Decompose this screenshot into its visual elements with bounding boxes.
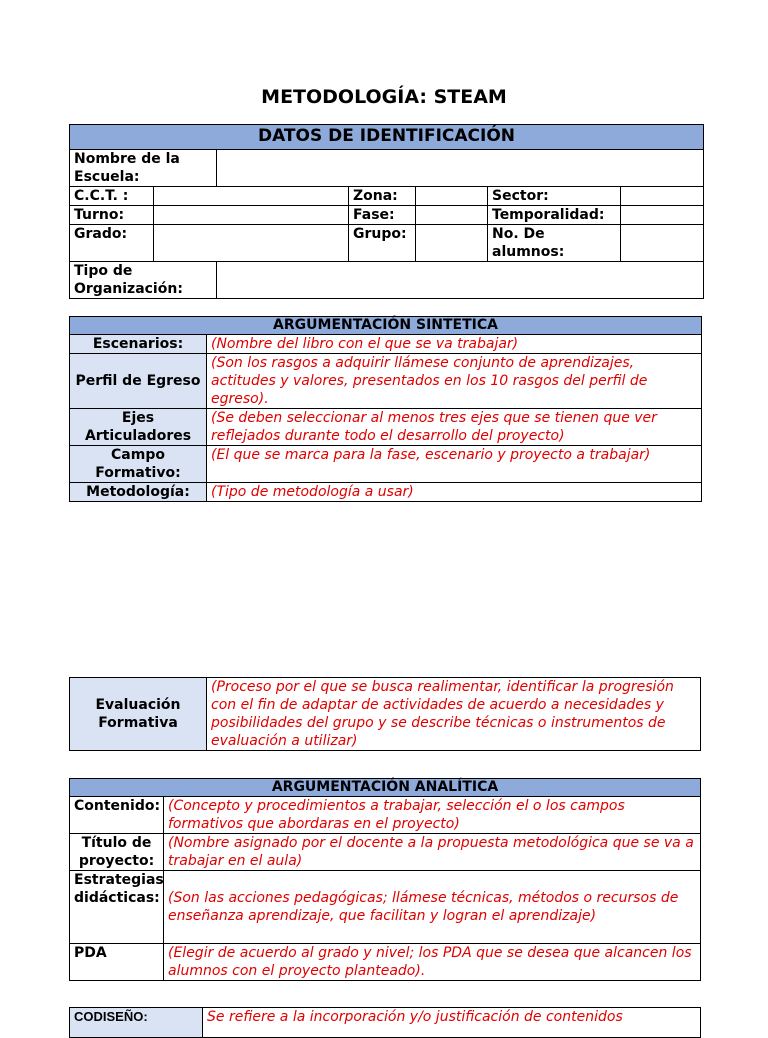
codiseno-text: Se refiere a la incorporación y/o justificación de contenidos (203, 1008, 701, 1038)
grupo-label: Grupo: (349, 225, 416, 262)
organizacion-field[interactable] (217, 262, 704, 299)
codiseno-table (69, 1007, 701, 1038)
campo-formativo-label: Campo Formativo: (70, 446, 207, 483)
escenarios-label: Escenarios: (70, 335, 207, 354)
pda-label: PDA (70, 944, 164, 981)
grado-label: Grado: (70, 225, 154, 262)
zona-label: Zona: (349, 187, 416, 206)
contenido-text: (Concepto y procedimientos a trabajar, selección el o los campos formativos que abordaras en el proyecto) (164, 797, 701, 834)
titulo-proyecto-label: Título de proyecto: (70, 834, 164, 871)
synthetic-table (69, 316, 702, 502)
codiseno-label: CODISEÑO: (70, 1008, 203, 1038)
temporalidad-label: Temporalidad: (488, 206, 621, 225)
temporalidad-field[interactable] (621, 206, 704, 225)
evaluacion-label: Evaluación Formativa (70, 678, 207, 751)
turno-label: Turno: (70, 206, 154, 225)
turno-field[interactable] (154, 206, 349, 225)
zona-field[interactable] (416, 187, 488, 206)
grado-field[interactable] (154, 225, 349, 262)
synthetic-header: ARGUMENTACIÓN SINTETICA (70, 317, 702, 335)
contenido-label: Contenido: (70, 797, 164, 834)
pda-text: (Elegir de acuerdo al grado y nivel; los PDA que se desea que alcancen los alumnos con el proyecto planteado). (164, 944, 701, 981)
ejes-articuladores-label: Ejes Articuladores (70, 409, 207, 446)
cct-label: C.C.T. : (70, 187, 154, 206)
sector-label: Sector: (488, 187, 621, 206)
grupo-field[interactable] (416, 225, 488, 262)
analytic-table (69, 778, 701, 981)
titulo-proyecto-text: (Nombre asignado por el docente a la propuesta metodológica que se va a trabajar en el aula) (164, 834, 701, 871)
estrategias-text: (Son las acciones pedagógicas; llámese técnicas, métodos o recursos de enseñanza aprendizaje, que facilitan y logran el aprendizaje) (164, 871, 701, 944)
escenarios-text: (Nombre del libro con el que se va trabajar) (207, 335, 702, 354)
perfil-egreso-label: Perfil de Egreso (70, 354, 207, 409)
school-name-label: Nombre de la Escuela: (70, 150, 217, 187)
identification-table (69, 124, 704, 299)
page-title: METODOLOGÍA: STEAM (261, 86, 507, 108)
ejes-articuladores-text: (Se deben seleccionar al menos tres ejes que se tienen que ver reflejados durante todo el desarrollo del proyecto) (207, 409, 702, 446)
school-name-field[interactable] (217, 150, 704, 187)
perfil-egreso-text: (Son los rasgos a adquirir llámese conjunto de aprendizajes, actitudes y valores, presentados en los 10 rasgos del perfil de egreso). (207, 354, 702, 409)
estrategias-label: Estrategias didácticas: (70, 871, 164, 944)
evaluation-table (69, 677, 701, 751)
sector-field[interactable] (621, 187, 704, 206)
metodologia-label: Metodología: (70, 483, 207, 502)
alumnos-label: No. De alumnos: (488, 225, 621, 262)
analytic-header: ARGUMENTACIÓN ANALÍTICA (70, 779, 701, 797)
cct-field[interactable] (154, 187, 349, 206)
campo-formativo-text: (El que se marca para la fase, escenario y proyecto a trabajar) (207, 446, 702, 483)
alumnos-field[interactable] (621, 225, 704, 262)
metodologia-text: (Tipo de metodología a usar) (207, 483, 702, 502)
fase-field[interactable] (416, 206, 488, 225)
fase-label: Fase: (349, 206, 416, 225)
identification-header: DATOS DE IDENTIFICACIÓN (70, 125, 704, 150)
evaluacion-text: (Proceso por el que se busca realimentar, identificar la progresión con el fin de adaptar de actividades de acuerdo a necesidades y posibilidades del grupo y se describe técnicas o instrumentos de evaluación a utilizar) (207, 678, 701, 751)
organizacion-label: Tipo de Organización: (70, 262, 217, 299)
